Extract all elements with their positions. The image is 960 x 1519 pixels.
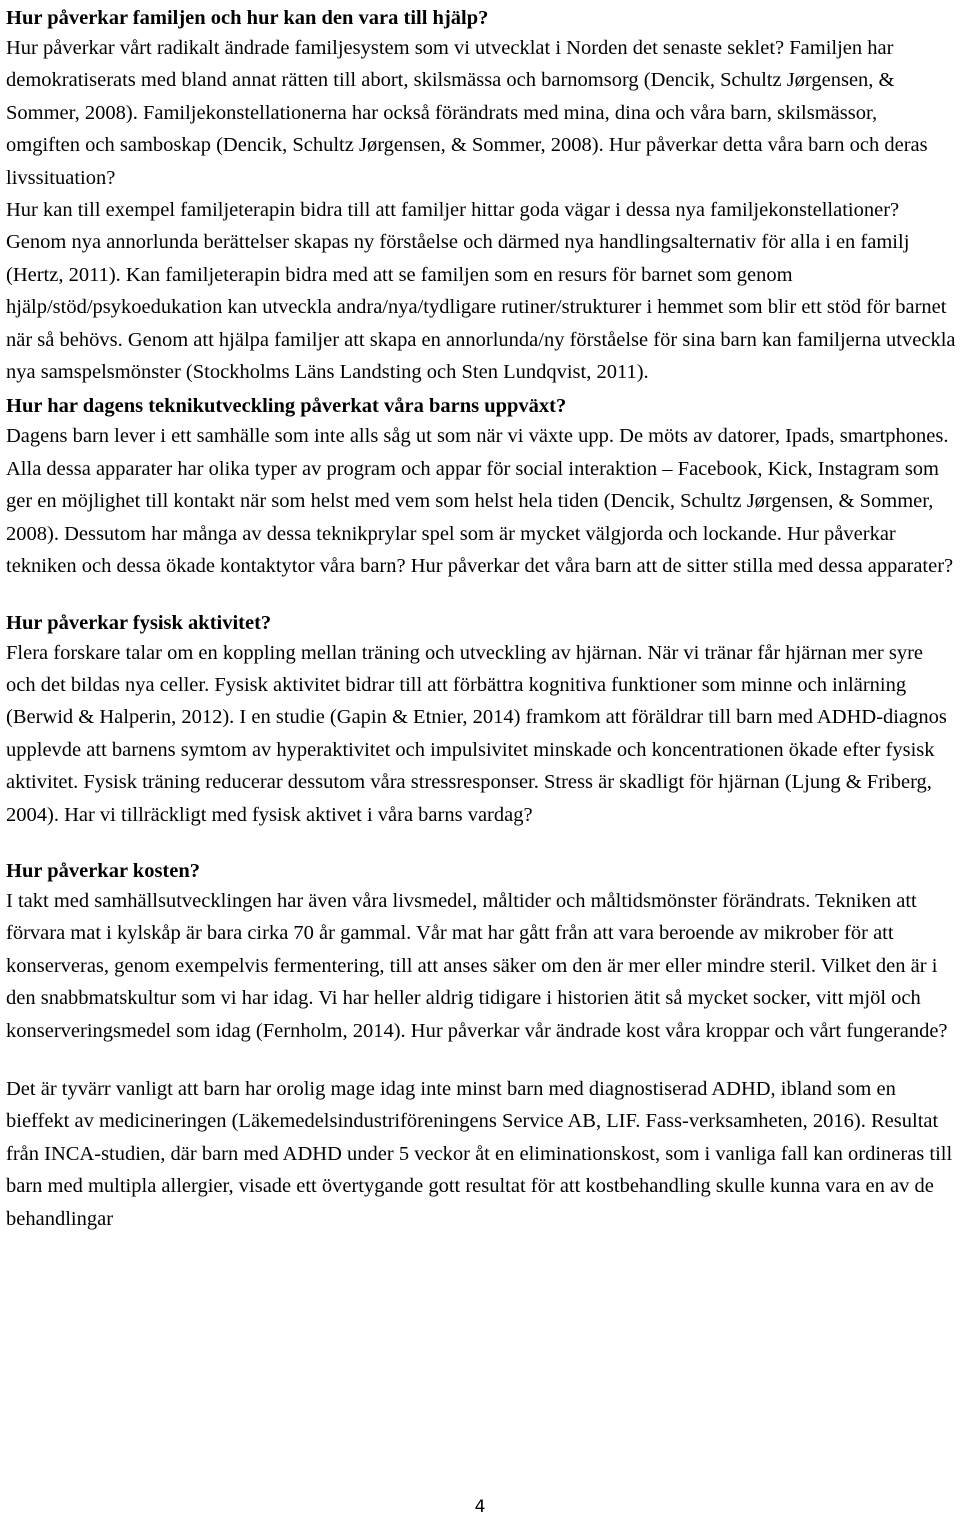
paragraph-technology: Dagens barn lever i ett samhälle som inte alls såg ut som när vi växte upp. De möts av datorer, Ipads, smartphones. Alla dessa apparater har olika typer av program och appar för social interaktion – Facebook, Kick, Instagram som ger en möjlighet till kontakt när som helst med vem som helst hela tiden (Dencik, Schultz Jørgensen, & Sommer, 2008). Dessutom har många av dessa teknikprylar spel som är mycket välgjorda och lockande. Hur påverkar tekniken och dessa ökade kontaktytor våra barn? Hur påverkar det våra barn att de sitter stilla med dessa apparater? (6, 425, 954, 578)
page-number: 4 (474, 1497, 486, 1517)
paragraph-adhd-diet: Det är tyvärr vanligt att barn har orolig mage idag inte minst barn med diagnostiserad ADHD, ibland som en bieffekt av medicineringen (Läkemedelsindustriföreningens Service AB, LIF. Fass-verksamheten, 2016). Resultat från INCA-studien, där barn med ADHD under 5 veckor åt en eliminationskost, som i vanliga fall kan ordineras till barn med multipla allergier, visade ett övertygande gott resultat för att kostbehandling skulle kunna vara en av de behandlingar (6, 1077, 953, 1230)
section-heading-diet: Hur påverkar kosten? (6, 859, 201, 882)
document-page (6, 4, 956, 1235)
paragraph-family-therapy: Hur kan till exempel familjeterapin bidra till att familjer hittar goda vägar i dessa nya familjekonstellationer? Genom nya annorlunda berättelser skapas ny förståelse och därmed nya handlingsalternativ för alla i en familj (Hertz, 2011). Kan familjeterapin bidra med att se familjen som en resurs för barnet som genom hjälp/stöd/psykoedukation kan utveckla andra/nya/tydligare rutiner/strukturer i hemmet som blir ett stöd för barnet när så behövs. Genom att hjälpa familjer att skapa en annorlunda/ny förståelse för sina barn kan familjerna utveckla nya samspelsmönster (Stockholms Läns Landsting och Sten Lundqvist, 2011). (6, 199, 956, 384)
section-diet (6, 857, 956, 1047)
paragraph-family-system: Hur påverkar vårt radikalt ändrade familjesystem som vi utvecklat i Norden det senaste seklet? Familjen har demokratiserats med bland annat rätten till abort, skilsmässa och barnomsorg (Dencik, Schultz Jørgensen, & Sommer, 2008). Familjekonstellationerna har också förändrats med mina, dina och våra barn, skilsmässor, omgiften och samboskap (Dencik, Schultz Jørgensen, & Sommer, 2008). Hur påverkar detta våra barn och deras livssituation? (6, 37, 928, 189)
section-heading-family: Hur påverkar familjen och hur kan den vara till hjälp? (6, 7, 489, 29)
section-family (6, 4, 956, 388)
section-heading-physical-activity: Hur påverkar fysisk aktivitet? (6, 611, 272, 634)
paragraph-diet: I takt med samhällsutvecklingen har även våra livsmedel, måltider och måltidsmönster förändrats. Tekniken att förvara mat i kylskåp är bara cirka 70 år gammal. Vår mat har gått från att vara beroende av mikrober för att konserveras, genom exempelvis fermentering, till att anses säker om den är mer eller mindre steril. Vilket den är i den snabbmatskultur som vi har idag. Vi har heller aldrig tidigare i historien ätit så mycket socker, vitt mjöl och konserveringsmedel som idag (Fernholm, 2014). Hur påverkar vår ändrade kost våra kroppar och vårt fungerande? (6, 889, 948, 1042)
section-physical-activity (6, 609, 956, 831)
paragraph-physical-activity: Flera forskare talar om en koppling mellan träning och utveckling av hjärnan. När vi tränar får hjärnan mer syre och det bildas nya celler. Fysisk aktivitet bidrar till att förbättra kognitiva funktioner som minne och inlärning (Berwid & Halperin, 2012). I en studie (Gapin & Etnier, 2014) framkom att föräldrar till barn med ADHD-diagnos upplevde att barnens symtom av hyperaktivitet och impulsivitet minskade och koncentrationen ökade efter fysisk aktivitet. Fysisk träning reducerar dessutom våra stressresponser. Stress är skadligt för hjärnan (Ljung & Friberg, 2004). Har vi tillräckligt med fysisk aktivet i våra barns vardag? (6, 641, 947, 826)
section-technology (6, 392, 956, 582)
section-heading-technology: Hur har dagens teknikutveckling påverkat våra barns uppväxt? (6, 395, 567, 418)
